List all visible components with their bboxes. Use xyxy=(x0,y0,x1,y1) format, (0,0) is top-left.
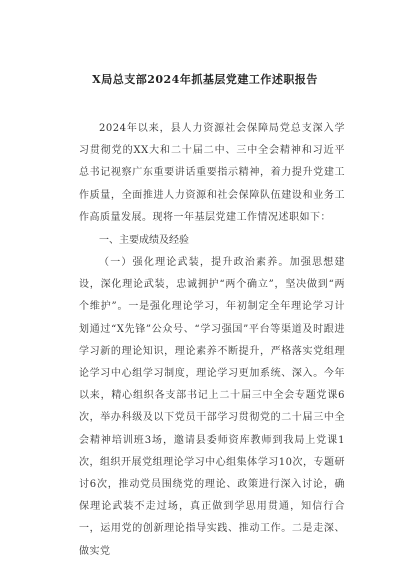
document-title: X局总支部2024年抓基层党建工作述职报告 xyxy=(92,73,318,86)
section-heading: 一、主要成绩及经验 xyxy=(99,235,189,246)
intro-paragraph: 2024年以来，县人力资源社会保障局党总支深入学习贯彻党的XX大和二十届二中、三中全会精神和习近平总书记视察广东重要讲话重要指示精神，着力提升党建工作质量，全面推进人力资源和社会保障队伍建设和业务工作高质量发展。现将一年基层党建工作情况述职如下： xyxy=(79,123,345,223)
section-paragraph: （一）强化理论武装，提升政治素养。加强思想建设，深化理论武装，忠诚拥护“两个确立”，坚决做到“两个维护”。一是强化理论学习，年初制定全年理论学习计划通过“X先锋”公众号、“学习强国”平台等渠道及时跟进学习新的理论知识，理论素养不断提升，严格落实党组理论学习中心组学习制度，理论学习更加系统、深入。今年以来，精心组织各支部书记上二十届三中全会专题党课6次，举办科级及以下党员干部学习贯彻党的二十届三中全会精神培训班3场，邀请县委师资库教师到我局上党课1次，组织开展党组理论学习中心组集体学习10次，专题研讨6次，推动党员围绕党的理论、政策进行深入讨论，确保理论武装不走过场，真正做到学思用贯通，知信行合一，运用党的创新理论指导实践、推动工作。二是走深、做实党 xyxy=(79,257,345,557)
section-body-block xyxy=(79,252,345,563)
intro-block xyxy=(79,118,345,229)
